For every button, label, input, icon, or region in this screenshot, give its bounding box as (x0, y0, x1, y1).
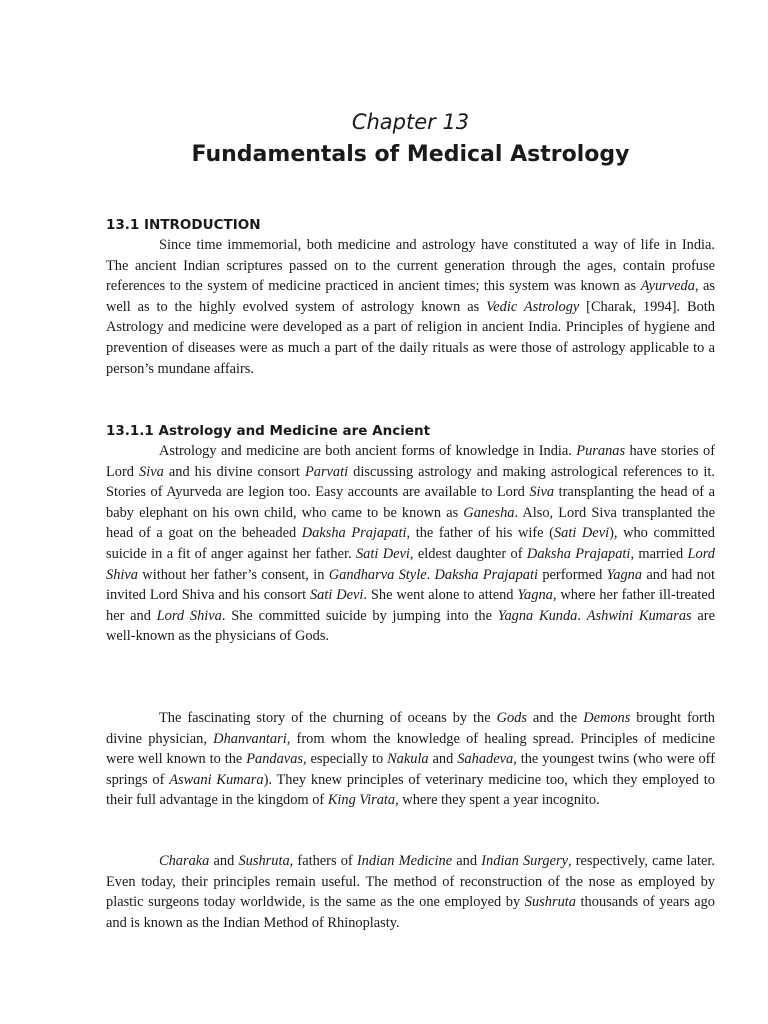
italic-term: Aswani Kumara (169, 771, 264, 788)
section-heading-ancient: 13.1.1 Astrology and Medicine are Ancient (106, 423, 431, 439)
italic-term: Yagna (517, 587, 553, 604)
paragraph-charaka: Charaka and Sushruta, fathers of Indian Medicine and Indian Surgery, respectively, came later. Even today, their principles remain useful. The method of reconstruction of the nose as employed by plastic surgeons today worldwide, is the same as the one employed by Sushruta thousands of years ago and is known as the Indian Method of Rhinoplasty. (106, 853, 715, 931)
italic-term: Gods (496, 710, 527, 726)
chapter-title: Fundamentals of Medical Astrology (191, 142, 630, 167)
italic-term: Pandavas (246, 751, 303, 768)
paragraph-ancient: Astrology and medicine are both ancient forms of knowledge in India. Puranas have stories of Lord Siva and his divine consort Parvati discussing astrology and making astrological references to it. Stories of Ayurveda are legion too. Easy accounts are available to Lord Siva transplanting the head of a baby elephant on his own child, who came to be known as Ganesha. Also, Lord Siva transplanted the head of a goat on the beheaded Daksha Prajapati, the father of his wife (Sati Devi), who committed suicide in a fit of anger against her father. Sati Devi, eldest daughter of Daksha Prajapati, married Lord Shiva without her father’s consent, in Gandharva Style. Daksha Prajapati performed Yagna and had not invited Lord Shiva and his consort Sati Devi. She went alone to attend Yagna, where her father ill-treated her and Lord Shiva. She committed suicide by jumping into the Yagna Kunda. Ashwini Kumaras are well-known as the physicians of Gods. (106, 443, 716, 645)
italic-term: Sati Devi (309, 587, 364, 604)
italic-term: Yagna Kunda (497, 607, 578, 624)
italic-term: Yagna (606, 566, 643, 583)
italic-term: Lord Shiva (106, 545, 716, 583)
paragraph-churning: The fascinating story of the churning of oceans by the Gods and the Demons brought forth divine physician, Dhanvantari, from whom the knowledge of healing spread. Principles of medicine were well known to the Pandavas, especially to Nakula and Sahadeva, the youngest twins (who were off springs of Aswani Kumara). They knew principles of veterinary medicine too, which they employed to their full advantage in the kingdom of King Virata, where they spent a year incognito. (106, 710, 716, 809)
italic-term: Daksha Prajapati (301, 525, 407, 542)
italic-term: Daksha Prajapati (434, 566, 538, 583)
italic-term: King Virata (327, 792, 396, 809)
italic-term: Indian Medicine (356, 853, 453, 869)
italic-term: Gandharva Style (328, 566, 427, 583)
italic-term: Ayurveda (640, 278, 695, 295)
italic-term: Sati Devi (355, 545, 410, 562)
italic-term: Lord Shiva (156, 607, 222, 624)
italic-term: Sushruta (524, 894, 576, 911)
section-introduction (106, 215, 715, 379)
italic-term: Demons (583, 710, 631, 726)
section-heading-introduction: 13.1 INTRODUCTION (106, 217, 261, 233)
italic-term: Puranas (576, 443, 626, 459)
italic-term: Vedic Astrology (486, 298, 580, 315)
paragraph-introduction: Since time immemorial, both medicine and astrology have constituted a way of life in India. The ancient Indian scriptures passed on to the current generation through the ages, contain profuse references to the system of medicine practiced in ancient times; this system was known as Ayurveda, as well as to the highly evolved system of astrology known as Vedic Astrology [Charak, 1994]. Both Astrology and medicine were developed as a part of religion in ancient India. Principles of hygiene and prevention of diseases were as much a part of the daily rituals as were those of astrology applicable to a person’s mundane affairs. (106, 237, 716, 377)
italic-term: Daksha Prajapati (526, 545, 631, 562)
italic-term: Dhanvantari (213, 730, 287, 747)
section-churning (106, 708, 715, 811)
italic-term: Siva (529, 484, 555, 501)
italic-term: Siva (139, 463, 164, 480)
italic-term: Nakula (387, 751, 429, 768)
italic-term: Sahadeva (457, 751, 514, 768)
chapter-label: Chapter 13 (351, 110, 470, 134)
italic-term: Ganesha (463, 504, 515, 521)
italic-term: Indian Surgery (481, 853, 568, 869)
italic-term: Charaka (159, 853, 210, 869)
section-astrology-medicine-ancient (106, 421, 715, 647)
italic-term: Sushruta (238, 853, 290, 869)
italic-term: Ashwini Kumaras (586, 607, 692, 624)
section-charaka (106, 851, 715, 933)
italic-term: Parvati (304, 463, 349, 480)
italic-term: Sati Devi (553, 525, 610, 542)
